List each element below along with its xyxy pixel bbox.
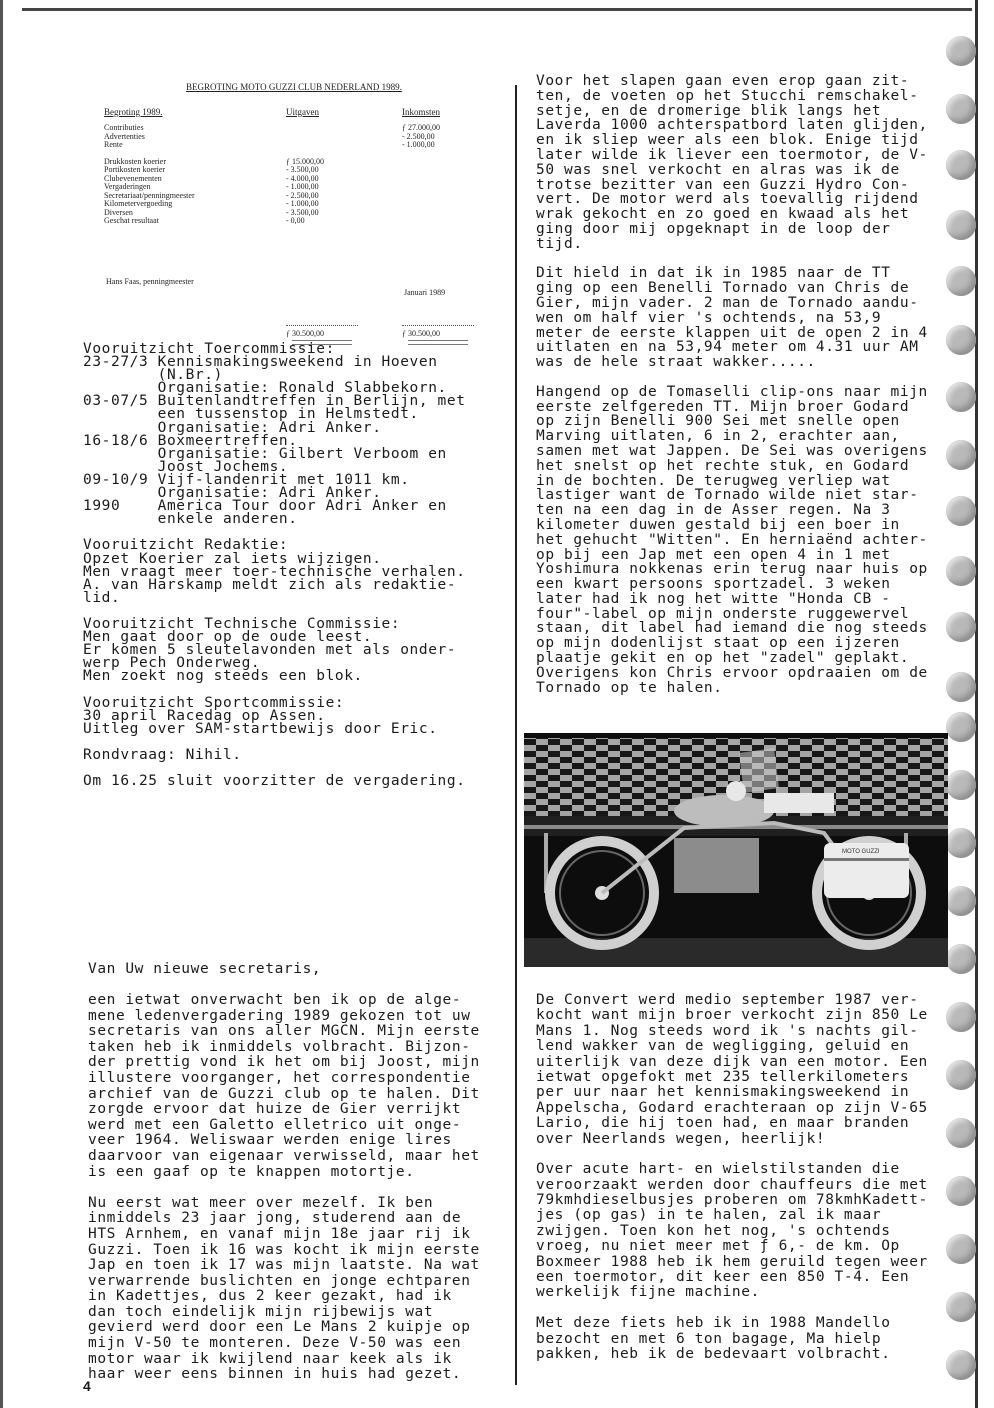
text-line: ietwat opgefokt met 235 tellerkilometers [536,1068,910,1085]
meeting-outlook-text [83,343,466,788]
text-line: Boxmeer 1988 heb ik hem geruild tegen weer [536,1253,928,1270]
text-line: illustere voorganger, het correspondentie [88,1069,471,1086]
binder-hole [946,1118,976,1148]
text-line: ten na een dag in de Asser regen. Na 3 [536,502,891,519]
text-line: Lario, die hij toen had, en maar branden [536,1115,910,1132]
budget-item-label: Geschat resultaat [104,216,159,225]
secretary-letter-text [88,994,480,1384]
budget-item-label: Drukkosten koerier [104,156,166,166]
text-line: Yoshimura nokkenas erin terug naar huis op [536,561,928,578]
text-line: A. van Harskamp meldt zich als redaktie- [83,576,457,593]
text-line: later wilde ik liever een toermotor, de V- [536,146,928,163]
text-line: wrak gekocht en zo goed en kwaad als het [536,206,910,223]
budget-expense-value: - 3.500,00 [286,165,319,174]
text-line: Overigens kon Chris ervoor opdraaien om de [536,664,928,681]
budget-item-label: Vergaderingen [104,182,151,191]
text-line: staan, dit label had iemand die nog steeds [536,620,928,637]
text-line: een ietwat onverwacht ben ik op de alge- [88,992,462,1008]
budget-expense-value: ƒ 15.000,00 [286,156,324,166]
binder-hole [946,1176,976,1206]
budget-expense-value: - 1.000,00 [286,182,319,191]
text-line: lid. [83,589,121,606]
text-line: Organisatie: Gilbert Verboom en [83,445,447,462]
text-line: four"-label op mijn onderste ruggewervel [536,605,910,622]
text-line: taken heb ik inmiddels volbracht. Bijzon- [88,1038,471,1055]
text-line: wen om half vier 's ochtends, na 53,9 [536,309,882,326]
binder-hole [946,266,976,296]
secretary-greeting: Van Uw nieuwe secretaris, [88,961,322,977]
text-line: Vooruitzicht Redaktie: [83,537,289,554]
budget-item-label: Rente [104,140,123,149]
text-line: daarvoor van eigenaar verwisseld, maar het [88,1147,480,1164]
binder-hole [946,1060,976,1090]
budget-header-income: Inkomsten [402,107,440,117]
text-line: 79kmhdieselbusjes proberen om 78kmhKadett- [536,1192,928,1209]
text-line: uiterlijk van deze dijk van een motor. Een [536,1053,928,1070]
text-line: in Kadettjes, dus 2 keer gezakt, had ik [88,1288,452,1305]
text-line: was de hele straat wakker..... [536,354,816,371]
text-line: Men zoekt nog steeds een blok. [83,668,363,685]
text-line: Laverda 1000 achterspatbord laten glijden, [536,117,928,134]
text-line: bezocht en met 6 ton bagage, Ma hielp [536,1330,882,1347]
text-line: Met deze fiets heb ik in 1988 Mandello [536,1315,891,1332]
total-line-expenses [286,325,358,327]
text-line: Hangend op de Tomaselli clip-ons naar mijn [536,383,928,400]
text-line: 1990 America Tour door Adri Anker en [83,498,447,515]
text-line: 23-27/3 Kennismakingsweekend in Hoeven [83,354,438,371]
story-text-bottom [536,994,928,1363]
motorcycle-photo [524,733,948,967]
text-line: veer 1964. Weliswaar werden enige lires [88,1132,452,1149]
text-line: kocht want mijn broer verkocht zijn 850 Le [536,1007,928,1024]
text-line: Joost Jochems. [83,458,289,475]
motorcycle-image [524,733,948,967]
text-line: Opzet Koerier zal iets wijzigen. [83,550,382,567]
text-line: Voor het slapen gaan even erop gaan zit- [536,73,910,89]
text-line: zwijgen. Toen kon het nog, 's ochtends [536,1222,891,1239]
text-line: ging door mij opgeknapt in de loop der [536,220,891,237]
text-line: jes (op gas) in te halen, zal ik maar [536,1207,882,1224]
text-line: ging op een Benelli Tornado van Chris de [536,280,910,297]
text-line: is een gaaf op te knappen motortje. [88,1163,415,1180]
binder-hole [946,612,976,642]
total-line-income [402,325,474,327]
binder-hole [946,382,976,412]
text-line: verwarrende buslichten en jonge echtparen [88,1272,471,1289]
text-line: Tornado op te halen. [536,679,723,696]
budget-item-label: Kilometervergoeding [104,199,173,208]
budget-income-value: - 1.000,00 [402,140,435,149]
text-line: een tussenstop in Helmstedt. [83,406,419,423]
text-line: werkelijk fijne machine. [536,1284,760,1301]
text-line: lend wakker van de wegligging, geluid en [536,1038,910,1055]
text-line: HTS Arnhem, en vanaf mijn 18e jaar rij ik [88,1225,471,1242]
page-number: 4 [83,1378,91,1394]
binder-hole [946,770,976,800]
budget-item-label: Clubevenementen [104,173,162,183]
text-line: lastiger want de Tornado wilde niet star- [536,487,919,504]
text-line: Mans 1. Nog steeds word ik 's nachts gil- [536,1022,919,1039]
binder-hole [946,712,976,742]
budget-expense-value: - 4.000,00 [286,173,319,183]
text-line: (N.Br.) [83,367,223,384]
binder-hole [946,886,976,916]
binder-hole [946,1292,976,1322]
budget-item-label: Advertenties [104,131,145,141]
text-line: Vooruitzicht Toercommissie: [83,341,335,357]
treasurer-signature: Hans Faas, penningmeester [106,277,194,286]
text-line: gevierd werd door een Le Mans 2 kuipje op [88,1319,471,1336]
text-line: uitlaten en na 53,94 meter om 4.31 uur AM [536,339,919,356]
text-line: Men vraagt meer toer-technische verhalen. [83,563,466,580]
budget-item-label: Contributies [104,123,144,132]
column-divider [515,85,517,1385]
text-line: en ik sliep weer als een blok. Enige tijd [536,132,919,149]
text-line: Appelscha, Godard erachteraan op zijn V-65 [536,1099,928,1116]
budget-expense-value: - 0,00 [286,216,305,225]
text-line: later had ik nog het witte "Honda CB - [536,590,891,607]
text-line: vroeg, nu niet meer met ƒ 6,- de km. Op [536,1238,900,1255]
binder-hole [946,1234,976,1264]
text-line: inmiddels 23 jaar jong, studerend aan de [88,1210,462,1227]
text-line: Rondvraag: Nihil. [83,746,242,763]
text-line: 16-18/6 Boxmeertreffen. [83,432,298,449]
story-text-top [536,75,928,696]
text-line: het gehucht "Witten". En herniaënd achter- [536,531,928,548]
budget-total-expenses: ƒ 30.500,00 [286,329,324,338]
text-line: vert. De motor werd als toevallig rijdend [536,191,919,208]
text-line: Uitleg over SAM-startbewijs door Eric. [83,720,438,737]
binder-hole [946,325,976,355]
binder-hole [946,36,976,66]
budget-header-label: Begroting 1989. [104,107,163,117]
text-line: 50 was snel verkocht en alras was ik de [536,161,900,178]
text-line: Gier, mijn vader. 2 man de Tornado aandu- [536,294,919,311]
text-line: Nu eerst wat meer over mezelf. Ik ben [88,1194,434,1211]
text-line: Organisatie: Adri Anker. [83,419,382,436]
text-line: meter de eerste klappen uit de open 2 in 4 [536,324,928,341]
binder-hole [946,210,976,240]
budget-item-label: Diversen [104,207,133,217]
text-line: Organisatie: Adri Anker. [83,485,382,502]
text-line: op zijn Benelli 900 Sei met snelle open [536,413,900,430]
text-line: veroorzaakt werden door chauffeurs die met [536,1176,928,1193]
text-line: zorgde ervoor dat huize de Gier verrijkt [88,1101,462,1118]
text-line: Marving uitlaten, 6 in 2, erachter aan, [536,428,900,445]
text-line: op bij een Jap met een open 4 in 1 met [536,546,891,563]
binder-hole [946,150,976,180]
text-line: plaatje gekit en op het "zadel" geplakt. [536,650,910,667]
text-line: een toermotor, dit keer een 850 T-4. Een [536,1269,910,1286]
text-line: een kwart persoons sportzadel. 3 weken [536,576,891,593]
text-line: werp Pech Onderweg. [83,655,261,672]
text-line: 03-07/5 Buitenlandtreffen in Berlijn, met [83,393,466,410]
text-line: mijn V-50 te monteren. Deze V-50 was een [88,1335,462,1352]
text-line: Dit hield in dat ik in 1985 naar de TT [536,265,891,282]
binder-hole [946,1350,976,1380]
text-line: Jap en toen ik 17 was mijn laatste. Na wat [88,1257,480,1274]
budget-item-label: Secretariaat/penningmeester [104,190,195,200]
binder-hole [946,672,976,702]
text-line: ten, de voeten op het Stucchi remschakel- [536,87,919,104]
budget-header-expenses: Uitgaven [286,107,319,117]
binder-hole [946,828,976,858]
binder-hole [946,496,976,526]
text-line: per uur naar het kennismakingsweekend in [536,1084,910,1101]
text-line: Men gaat door op de oude leest. [83,629,373,646]
binder-edge [975,0,978,1408]
text-line: samen met wat Jappen. De Sei was overigens [536,442,928,459]
text-line: trotse bezitter van een Guzzi Hydro Con- [536,176,910,193]
text-line: 30 april Racedag op Assen. [83,707,326,724]
text-line: tijd. [536,235,583,252]
budget-expense-value: - 3.500,00 [286,207,319,217]
binder-hole [946,1002,976,1032]
text-line: 09-10/9 Vijf-landenrit met 1011 km. [83,471,410,488]
budget-date: Januari 1989 [404,288,446,297]
text-line: enkele anderen. [83,511,298,528]
text-line: Vooruitzicht Technische Commissie: [83,615,401,632]
budget-row [104,216,476,225]
text-line: secretaris van ons aller MGCN. Mijn eerste [88,1023,480,1040]
text-line: mene ledenvergadering 1989 gekozen tot uw [88,1007,471,1024]
budget-income-value: ƒ 27.000,00 [402,123,440,132]
text-line: over Neerlands wegen, heerlijk! [536,1130,826,1147]
budget-total-income: ƒ 30.500,00 [402,329,440,338]
text-line: Guzzi. Toen ik 16 was kocht ik mijn eerste [88,1241,480,1258]
text-line: Vooruitzicht Sportcommissie: [83,694,345,711]
top-rule [22,8,972,11]
text-line: kilometer duwen gestald bij een boer in [536,516,900,533]
text-line: Er komen 5 sleutelavonden met als onder- [83,642,457,659]
binder-hole [946,556,976,586]
text-line: Over acute hart- en wielstilstanden die [536,1161,900,1178]
text-line: in de bochten. De terugweg verliep wat [536,472,891,489]
text-line: eerste zelfgereden TT. Mijn broer Godard [536,398,910,415]
text-line: dan toch eindelijk mijn rijbewijs wat [88,1303,434,1320]
text-line: op mijn dodenlijst staat op een ijzeren [536,635,900,652]
text-line: setje, en de dromerige blik langs het [536,102,882,119]
text-line: haar weer eens binnen in huis had gezet. [88,1366,462,1383]
budget-income-value: - 2.500,00 [402,131,435,141]
budget-item-label: Portikosten koerier [104,165,166,174]
text-line: motor waar ik kwijlend naar keek als ik [88,1350,452,1367]
budget-expense-value: - 2.500,00 [286,190,319,200]
bag-plate-text: MOTO GUZZI [842,849,880,855]
budget-expense-value: - 1.000,00 [286,199,319,208]
text-line: Organisatie: Ronald Slabbekorn. [83,380,447,397]
binder-hole [946,94,976,124]
text-line: De Convert werd medio september 1987 ver- [536,992,919,1008]
text-line: het snelst op het rechte stuk, en Godard [536,457,910,474]
binder-hole [946,440,976,470]
budget-row [104,140,476,149]
text-line: archief van de Guzzi club op te halen. Dit [88,1085,480,1102]
text-line: Om 16.25 sluit voorzitter de vergadering. [83,773,466,790]
text-line: werd met een Galetto elletrico uit onge- [88,1116,462,1133]
binder-hole [946,944,976,974]
budget-title: BEGROTING MOTO GUZZI CLUB NEDERLAND 1989. [186,82,402,92]
text-line: pakken, heb ik de bedevaart volbracht. [536,1345,891,1362]
text-line: der prettig vond ik het om bij Joost, mijn [88,1054,480,1071]
